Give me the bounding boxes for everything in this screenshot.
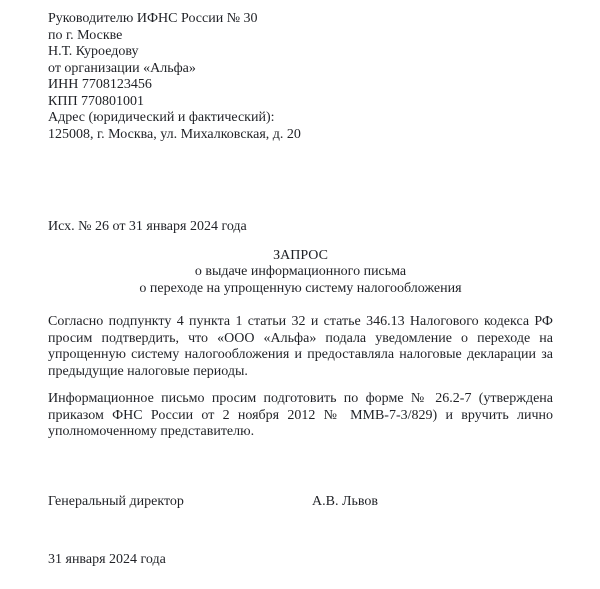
body-paragraph: Согласно подпункту 4 пункта 1 статьи 32 и статье 346.13 Налогового кодекса РФ просим подтвердить, что «ООО «Альфа» подала уведомление о переходе на упрощенную систему налогообложения и предоставляла налоговые декларации за предыдущие налоговые периоды.: [48, 314, 553, 379]
recipient-block: [48, 11, 553, 143]
recipient-line: по г. Москве: [48, 27, 123, 43]
recipient-line: от организации «Альфа»: [48, 60, 196, 76]
subtitle-line: о переходе на упрощенную систему налогообложения: [139, 280, 462, 296]
recipient-line: Адрес (юридический и фактический):: [48, 110, 275, 125]
signature-position: Генеральный директор: [48, 493, 184, 509]
signature-row: [48, 494, 553, 511]
body-paragraph: Информационное письмо просим подготовить по форме № 26.2-7 (утверждена приказом ФНС России от 2 ноября 2012 № ММВ-7-3/829) и вручить лично уполномоченному представителю.: [48, 391, 553, 439]
recipient-line: Н.Т. Куроедову: [48, 44, 139, 59]
recipient-line: КПП 770801001: [48, 93, 145, 109]
title-block: [48, 248, 553, 298]
recipient-line: 125008, г. Москва, ул. Михалковская, д. 20: [48, 126, 301, 142]
recipient-line: Руководителю ИФНС России № 30: [48, 11, 258, 26]
signature-name: А.В. Львов: [312, 493, 378, 509]
outgoing-reference: Исх. № 26 от 31 января 2024 года: [48, 219, 247, 234]
recipient-line: ИНН 7708123456: [48, 77, 152, 92]
subtitle-line: о выдаче информационного письма: [194, 264, 407, 279]
document-date: 31 января 2024 года: [48, 552, 166, 567]
document-title: ЗАПРОС: [273, 247, 328, 263]
